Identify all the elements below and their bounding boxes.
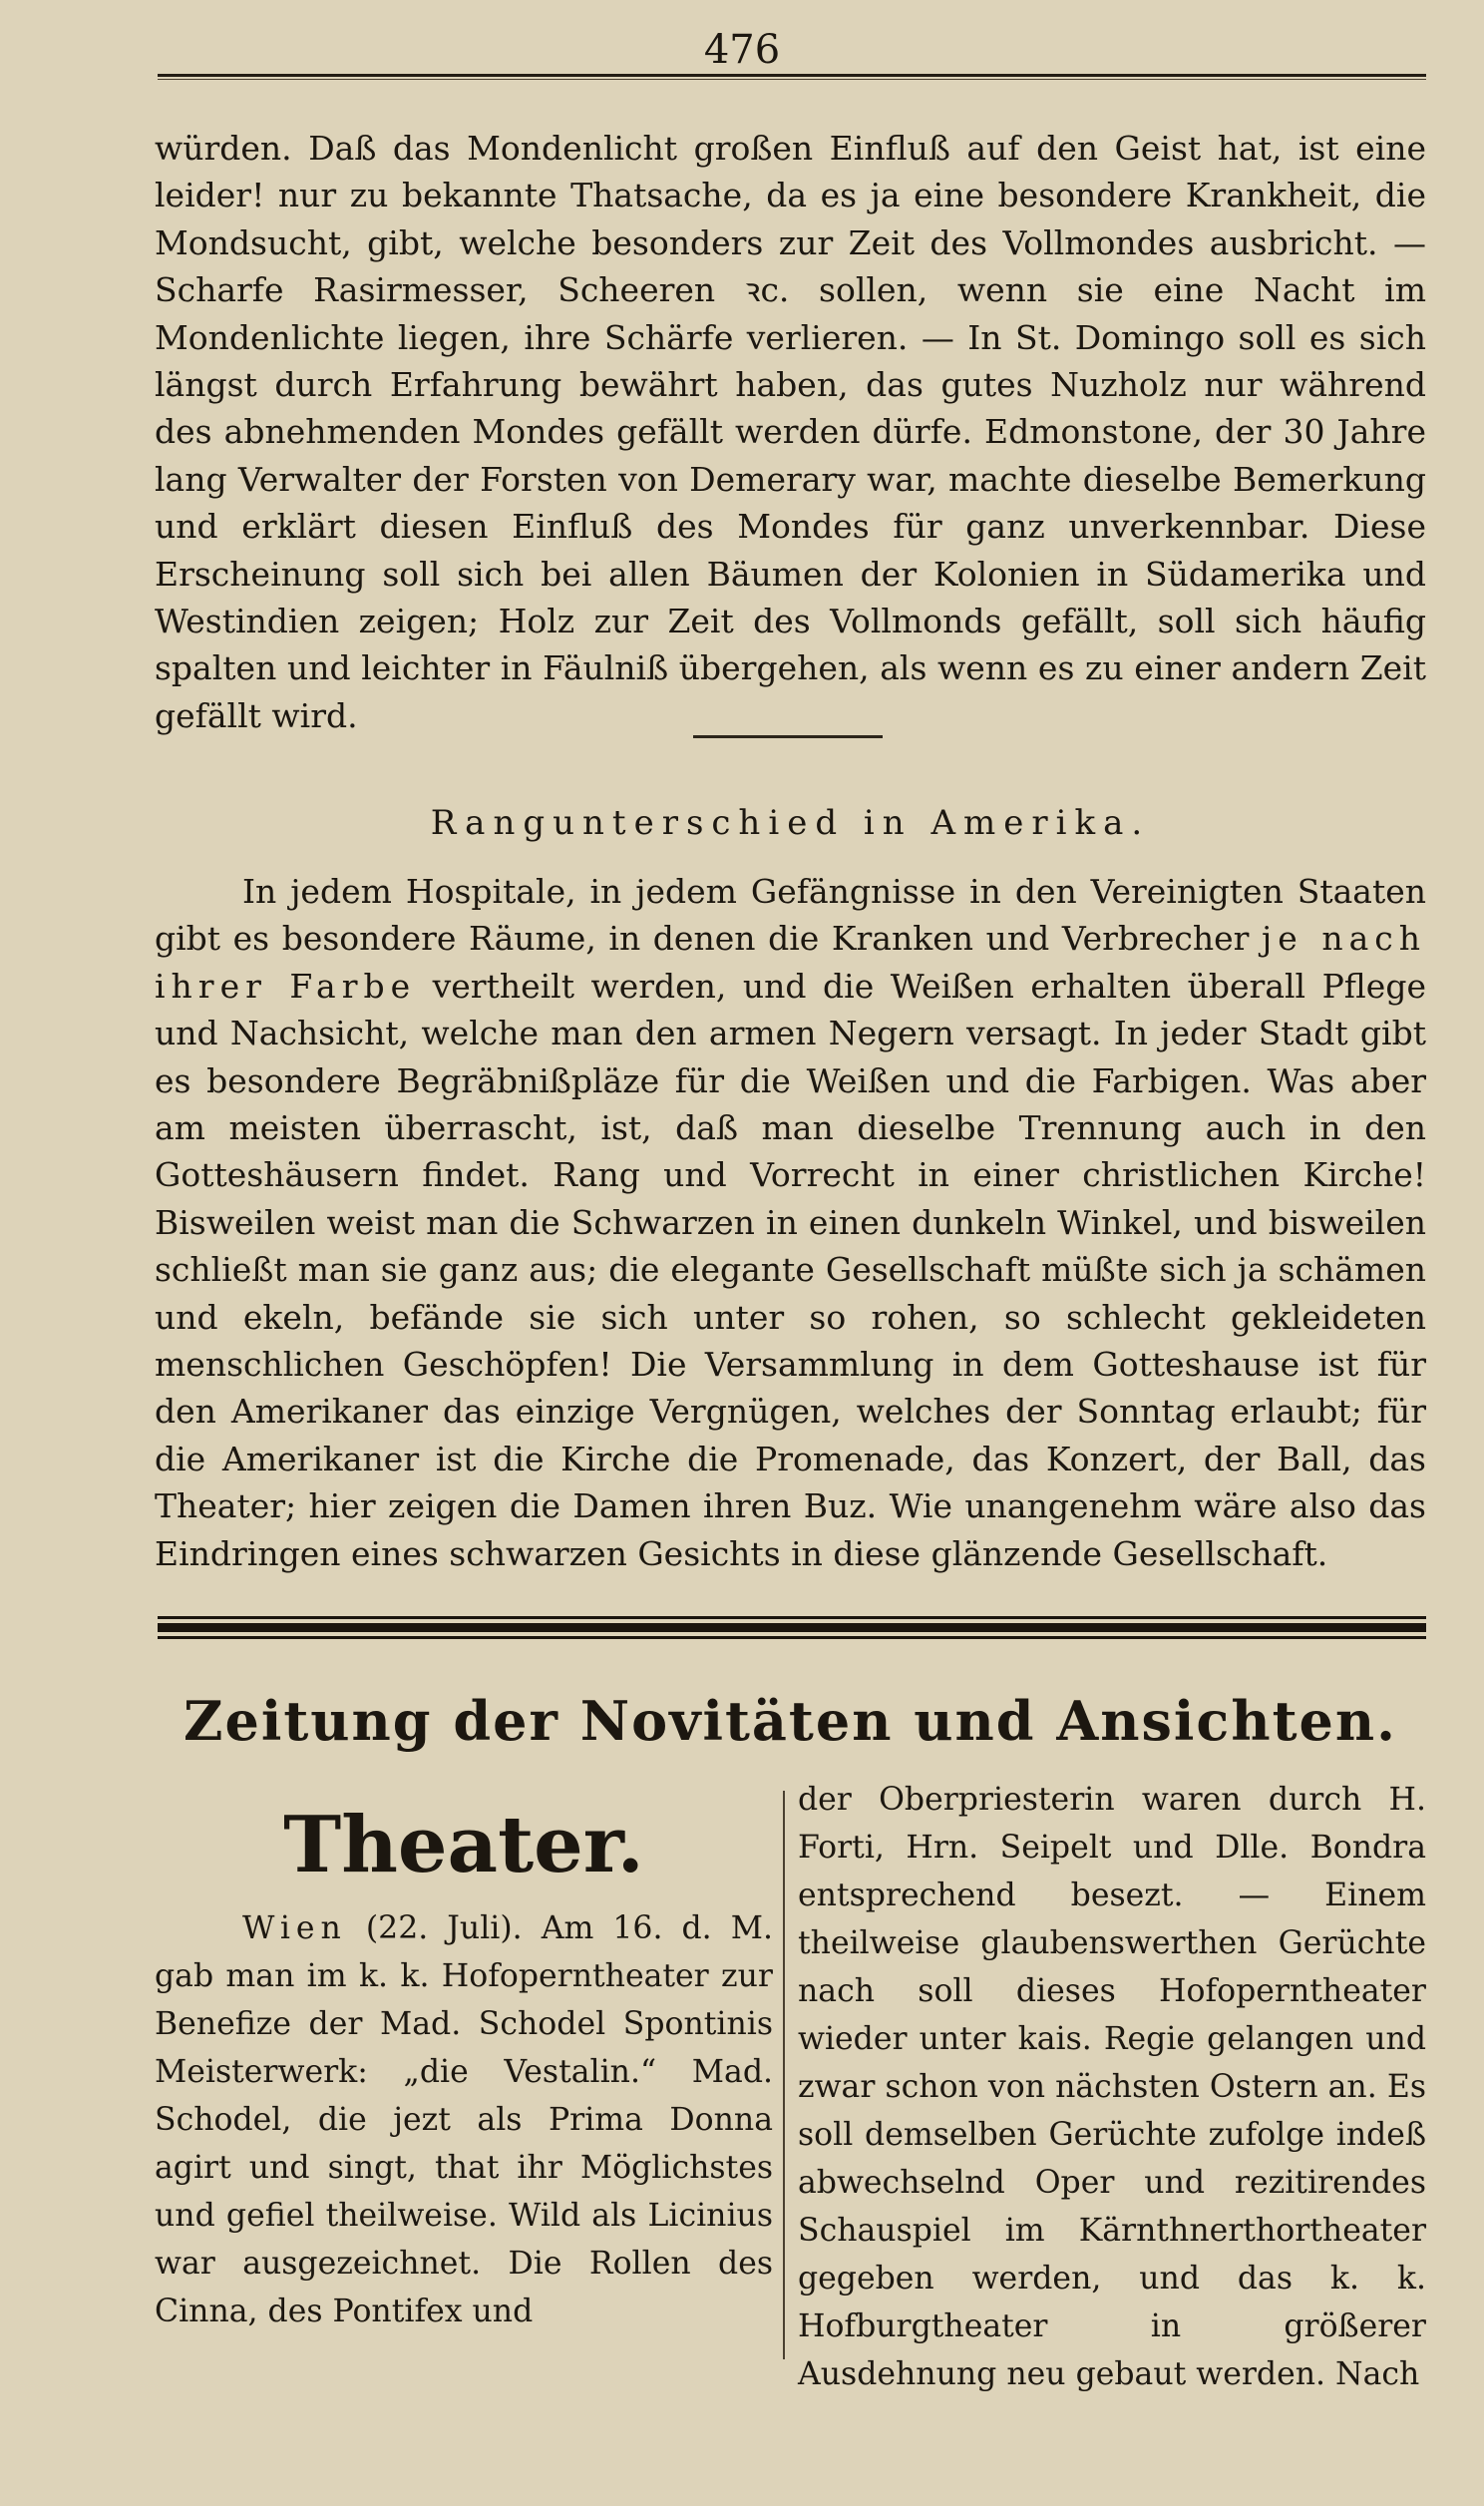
theater-text-right: der Oberpriesterin waren durch H. Forti, Hrn. Seipelt und Dlle. Bondra entsprechend besezt. — Einem theilweise glaubenswerthen Gerüchte nach soll dieses Hofoperntheater wieder unter kais. Regie gelangen und zwar schon von nächsten Ostern an. Es soll demselben Gerüchte zufolge indeß abwechselnd Oper und rezitirendes Schauspiel im Kärnthnerthortheater gegeben werden, und das k. k. Hofburgtheater in größerer Ausdehnung neu gebaut werden. Nach — [798, 1782, 1426, 2392]
section-heading: Rangunterschied in Amerika. — [430, 803, 1151, 843]
rank-difference-paragraph — [155, 868, 1426, 1577]
paragraph-text-part2: vertheilt werden, und die Weißen erhalten überall Pflege und Nachsicht, welche man den armen Negern versagt. In jeder Stadt gibt es besondere Begräbnißpläze für die Weißen und die Farbigen. Was aber am meisten überrascht, ist, daß man dieselbe Trennung auch in den Gotteshäusern findet. Rang und Vorrecht in einer christlichen Kirche! Bisweilen weist man die Schwarzen in einen dunkeln Winkel, und bisweilen schließt man sie ganz aus; die elegante Gesellschaft müßte sich ja schämen und ekeln, befände sie sich unter so rohen, so schlecht gekleideten menschlichen Geschöpfen! Die Versammlung in dem Gotteshause ist für den Amerikaner das einzige Vergnügen, welches der Sonntag erlaubt; für die Amerikaner ist die Kirche die Promenade, das Konzert, der Ball, das Theater; hier zeigen die Damen ihren Buz. Wie unangenehm wäre also das Eindringen eines schwarzen Gesichts in diese glänzende Gesellschaft. — [155, 966, 1426, 1573]
dateline-place: Wien — [242, 1910, 347, 1946]
masthead-rule — [158, 1616, 1426, 1646]
spaced-emphasis: je nach ihrer Farbe — [155, 919, 1426, 1006]
left-column — [155, 1791, 773, 2335]
theater-text-left — [155, 1904, 773, 2335]
page-number: 476 — [703, 27, 781, 73]
moonlight-paragraph: würden. Daß das Mondenlicht großen Einfluß auf den Geist hat, ist eine leider! nur zu bekannte Thatsache, da es ja eine besondere Krankheit, die Mondsucht, gibt, welche besonders zur Zeit des Vollmondes ausbricht. — Scharfe Rasirmesser, Scheeren ꝛc. sollen, wenn sie eine Nacht im Mondenlichte liegen, ihre Schärfe verlieren. — In St. Domingo soll es sich längst durch Erfahrung bewährt haben, das gutes Nuzholz nur während des abnehmenden Mondes gefällt werden dürfe. Edmonstone, der 30 Jahre lang Verwalter der Forsten von Demerary war, machte dieselbe Bemerkung und erklärt diesen Einfluß des Mondes für ganz unverkennbar. Diese Erscheinung soll sich bei allen Bäumen der Kolonien in Südamerika und Westindien zeigen; Holz zur Zeit des Vollmonds gefällt, soll sich häufig spalten und leichter in Fäulniß übergehen, als wenn es zu einer andern Zeit gefällt wird. — [155, 129, 1426, 735]
section-divider — [693, 735, 883, 738]
header-rule — [158, 74, 1426, 80]
theater-left-body: (22. Juli). Am 16. d. M. gab man im k. k. Hofoperntheater zur Benefize der Mad. Schodel Spontinis Meisterwerk: „die Vestalin.“ Mad. Schodel, die jezt als Prima Donna agirt und singt, that ihr Möglichstes und gefiel theilweise. Wild als Licinius war ausgezeichnet. Die Rollen des Cinna, des Pontifex und — [155, 1910, 773, 2329]
paragraph-text-part1: In jedem Hospitale, in jedem Gefängnisse in den Vereinigten Staaten gibt es besondere Räume, in denen die Kranken und Verbrecher — [155, 872, 1426, 959]
right-column — [798, 1776, 1426, 2398]
column-divider — [783, 1791, 785, 2359]
masthead-title: Zeitung der Novitäten und Ansichten. — [184, 1689, 1397, 1753]
theater-heading: Theater. — [283, 1800, 644, 1890]
